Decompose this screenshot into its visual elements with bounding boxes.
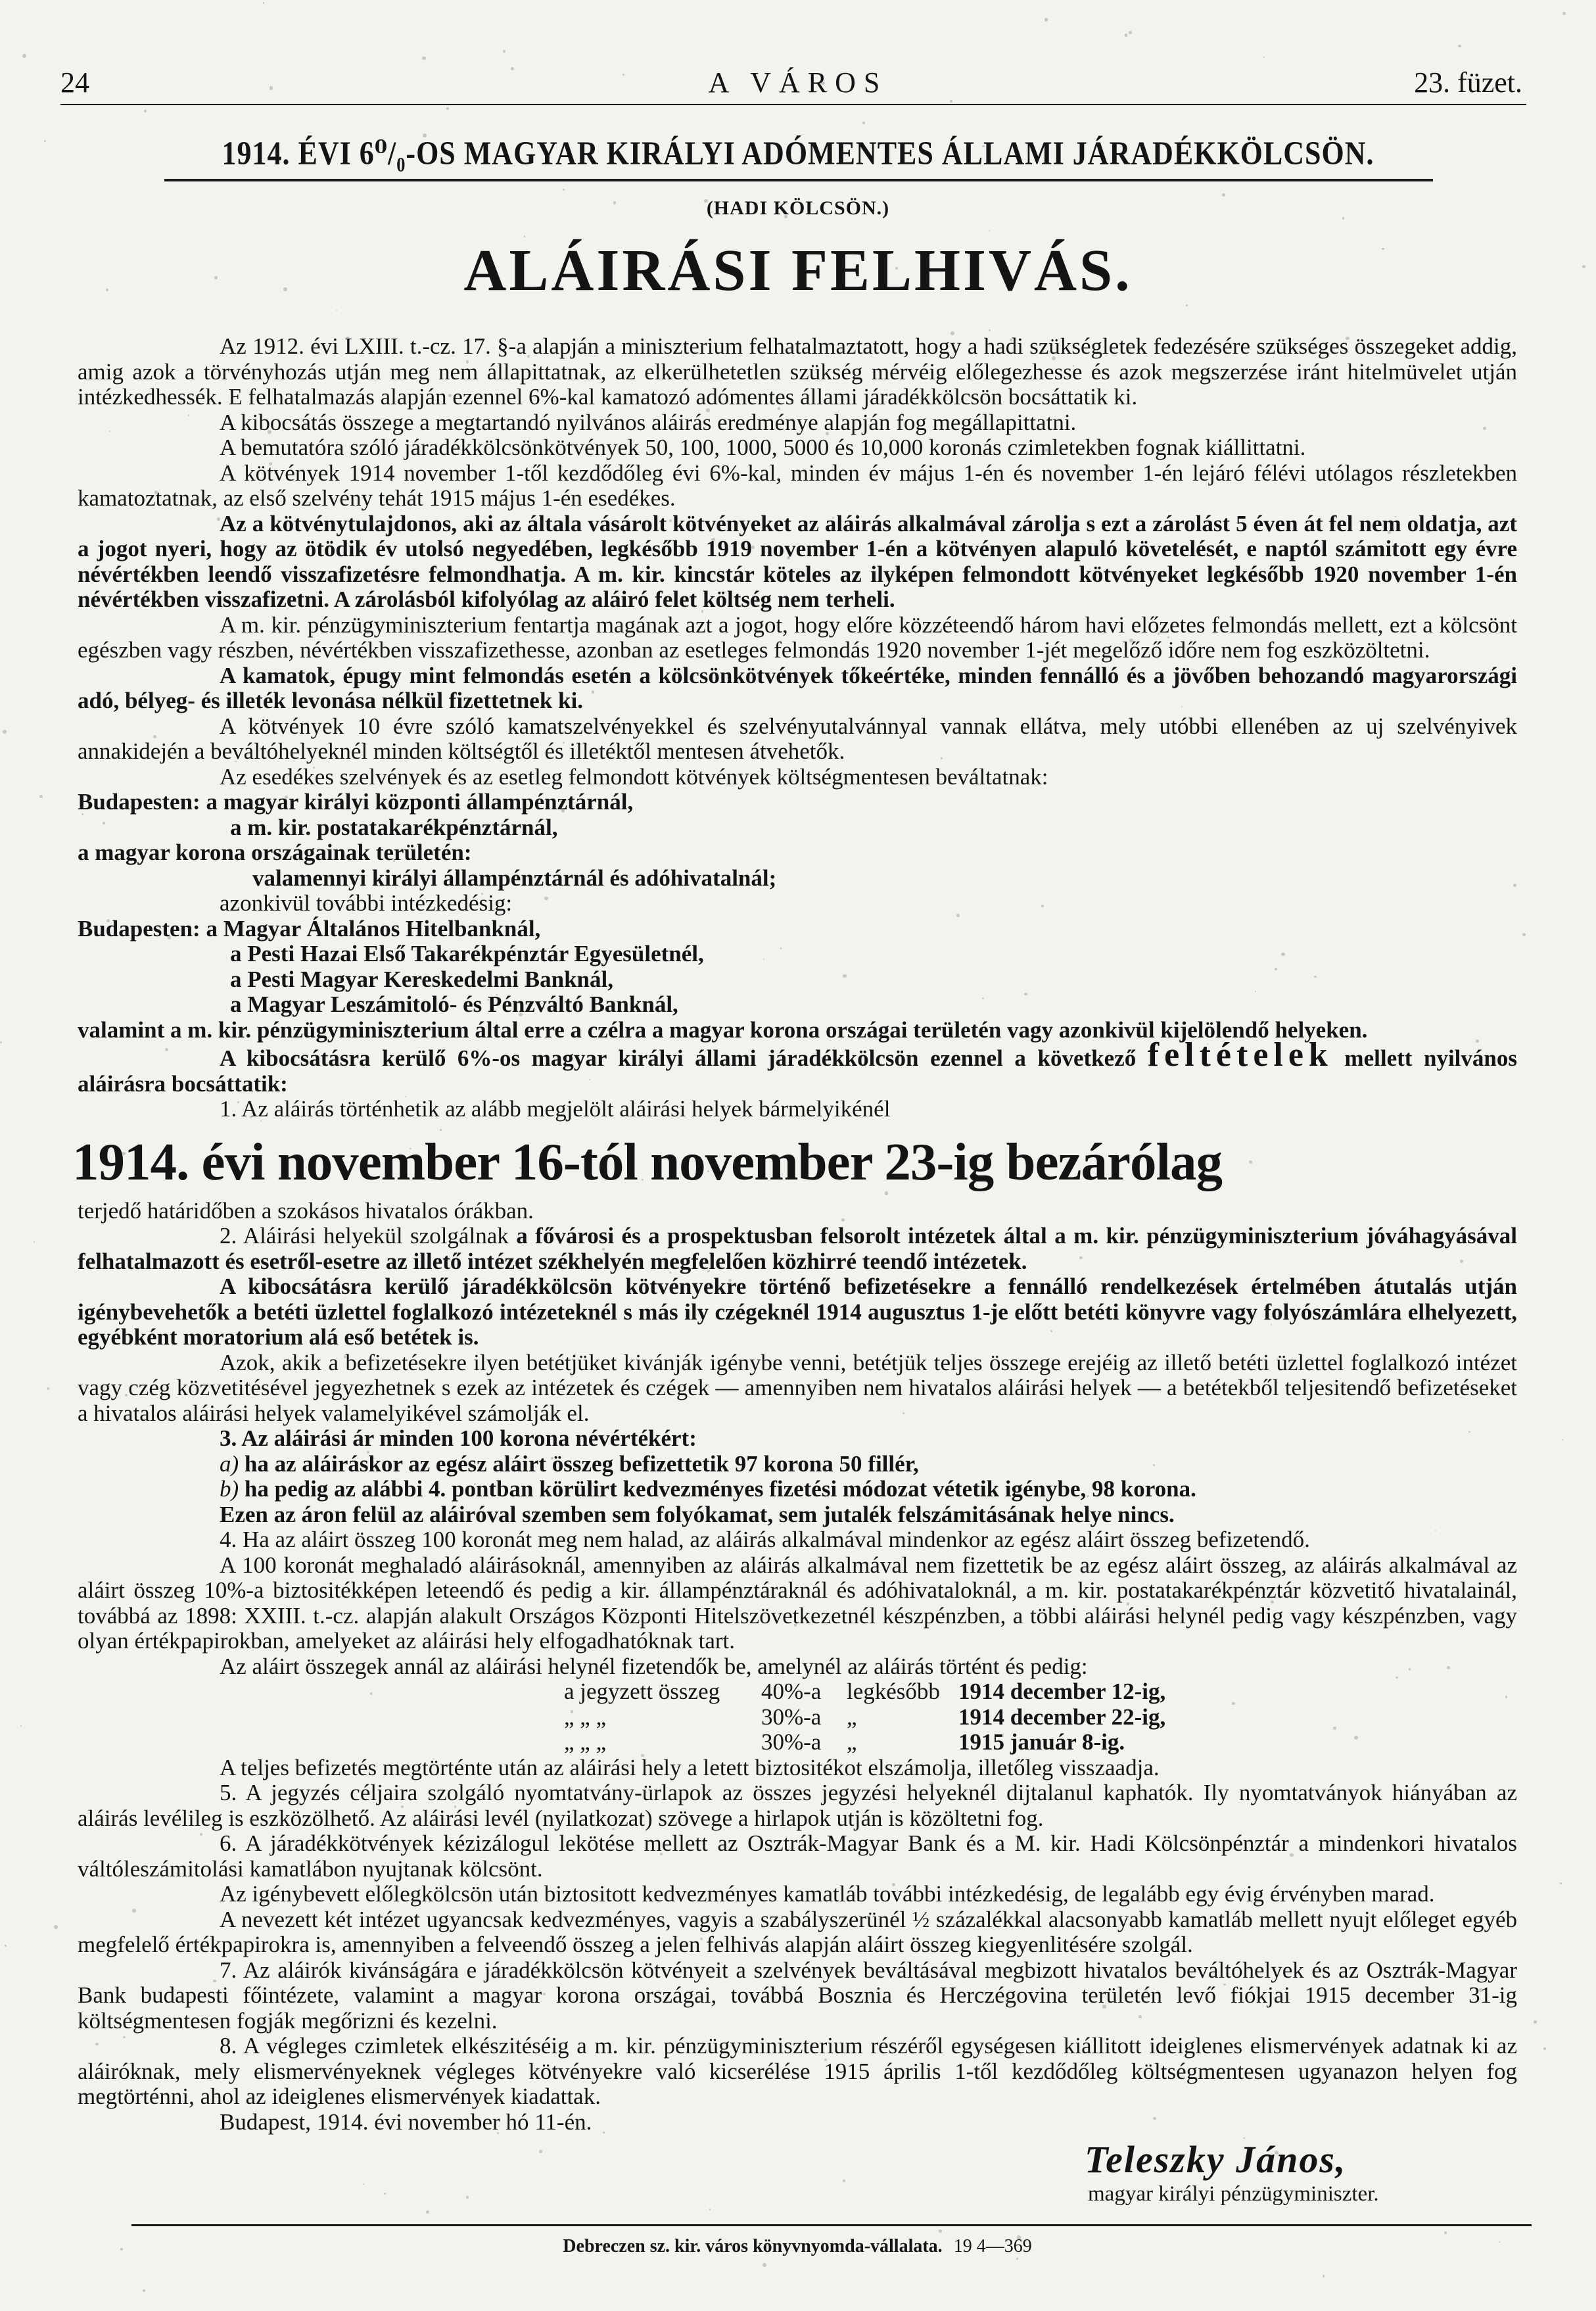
paper-speck — [422, 57, 426, 60]
text-run: A kötvények 1914 november 1-től kezdődőleg évi 6%-kal, minden év május 1-én és november 1-én lejáró félévi utólagos részletekben kamatoztatnak, az első szelvény tehát 1915 május 1-én esedékes. — [78, 460, 1517, 511]
paragraph — [78, 1780, 1517, 1831]
body-section-2 — [78, 1199, 1517, 1654]
paragraph — [78, 1426, 1517, 1452]
footer-rule — [131, 2224, 1532, 2226]
text-run: A m. kir. pénzügyminiszterium fentartja magának azt a jogot, hogy előre közzéteendő három havi előzetes felmondás mellett, ezt a kölcsönt egészben vagy részben, névértékben visszafizethesse, azonban az esetleges felmondás 1920 november 1-jét megelőző időre nem fog eszközöltetni. — [78, 611, 1517, 663]
paragraph — [78, 1502, 1517, 1528]
paying-office-item — [78, 941, 1517, 967]
text-run: A teljes befizetés megtörténte után az aláirási hely a letett biztositékot elszámolja, illetőleg visszaadja. — [220, 1754, 1160, 1780]
text-run: a Pesti Magyar Kereskedelmi Banknál, — [230, 966, 613, 992]
text-run: A kibocsátásra kerülő járadékkölcsön kötvényekre történő befizetésekre a fennálló rendelkezések értelmében átutalás utján igénybevehetők a betéti üzlettel foglalkozó intézeteknél s más ily czégeknél 1914 augusztus 1-je előtt betéti könyvre vagy folyószámlára elhelyezett, egyébként moratorium alá eső betétek is. — [78, 1274, 1517, 1350]
paper-speck — [34, 1241, 35, 1243]
text-run: Az aláirt összegek annál az aláirási helynél fizetendők be, amelynél az aláirás történt és pedig: — [220, 1653, 1088, 1679]
paragraph — [78, 1882, 1517, 1907]
schedule-label: a jegyzett összeg — [564, 1679, 720, 1704]
header-rule — [60, 104, 1526, 105]
paragraph — [78, 1654, 1517, 1680]
paper-speck — [22, 54, 26, 58]
paragraph — [78, 435, 1517, 461]
paper-speck — [511, 67, 514, 70]
schedule-percent: 30%-a — [761, 1729, 822, 1755]
paper-speck — [1534, 2020, 1537, 2024]
paper-speck — [47, 1387, 49, 1389]
payment-intro — [78, 1654, 1517, 1680]
paying-office-item — [78, 790, 1517, 815]
printer-imprint — [78, 2235, 1517, 2258]
paper-speck — [336, 310, 337, 311]
printer-name: Debreczen sz. kir. város könyvnyomda-vállalata. — [563, 2236, 943, 2256]
subscription-period-line: 1914. évi november 16-tól november 23-ig bezárólag — [72, 1132, 1222, 1191]
text-run: 1. Az aláirás történhetik az alább megjelölt aláirási helyek bármelyikénél — [220, 1096, 891, 1122]
paper-speck — [1522, 933, 1526, 936]
paragraph — [78, 1958, 1517, 2034]
paying-office-item — [78, 840, 1517, 866]
body-section-1 — [78, 334, 1517, 1122]
schedule-deadline-word: „ — [847, 1729, 857, 1755]
text-run: b) — [220, 1476, 239, 1502]
text-run: 2. Aláirási helyekül szolgálnak — [220, 1223, 517, 1249]
paper-speck — [39, 795, 43, 798]
text-run: a magyar korona országainak területén: — [78, 840, 472, 865]
signature-title: magyar királyi pénzügyminiszter. — [1088, 2182, 1379, 2206]
paper-speck — [524, 235, 525, 237]
text-run: A kibocsátásra kerülő 6%-os magyar királyi állami járadékkölcsön ezennel a következő — [220, 1045, 1148, 1071]
paragraph — [78, 2034, 1517, 2110]
paragraph — [78, 1036, 1517, 1097]
paragraph — [78, 1907, 1517, 1958]
paying-office-item — [78, 815, 1517, 841]
paragraph — [78, 461, 1517, 512]
text-run: mellett nyilvános aláirásra bocsáttatik: — [78, 1045, 1517, 1097]
text-run: 3. Az aláirási ár minden 100 korona névértékért: — [220, 1425, 697, 1451]
text-run: a fővárosi és a prospektusban felsorolt intézetek által a m. kir. pénzügyminiszterium jóváhagyásával felhatalmazott és esetről-esetre az illető intézet székhelyén megfelelően közhirré teendő intézetek. — [78, 1223, 1517, 1274]
text-run: 4. Ha az aláirt összeg 100 koronát meg nem halad, az aláirás alkalmával mindenkor az egész aláirt összeg befizetendő. — [220, 1527, 1310, 1552]
paper-speck — [3, 730, 7, 734]
page-number: 24 — [60, 66, 89, 99]
text-run: Az esedékes szelvények és az esetleg felmondott kötvények költségmentesen beváltatnak: — [220, 763, 1048, 790]
paper-speck — [1543, 2047, 1546, 2050]
schedule-date: 1914 december 22-ig, — [958, 1703, 1166, 1730]
paragraph — [78, 1831, 1517, 1882]
text-run: ha az aláiráskor az egész aláirt összeg befizettetik 97 korona 50 fillér, — [239, 1450, 919, 1477]
paper-speck — [1263, 57, 1265, 58]
paper-speck — [144, 110, 147, 112]
paying-office-item — [78, 917, 1517, 942]
paper-speck — [263, 2, 265, 4]
paper-speck — [1560, 1882, 1562, 1884]
paragraph — [78, 512, 1517, 613]
paying-office-item — [78, 992, 1517, 1018]
document-body — [72, 333, 1517, 2284]
text-run: Budapesten: a magyar királyi központi állampénztárnál, — [78, 789, 634, 815]
body-section-4 — [78, 1755, 1517, 2135]
paragraph — [78, 410, 1517, 436]
paper-speck — [446, 107, 449, 110]
paragraph — [78, 663, 1517, 714]
paragraph — [78, 2110, 1517, 2135]
print-job-number: 19 4—369 — [953, 2236, 1032, 2256]
paper-speck — [1125, 34, 1128, 37]
paying-office-item — [78, 866, 1517, 892]
schedule-label: „ „ „ — [564, 1729, 607, 1755]
text-run: 8. A végleges czimletek elkészitéséig a m. kir. pénzügyminiszterium részéről egységesen kiállitott ideiglenes elismervények adatnak ki az aláiróknak, mely elismervényeknek végleges kötvényekre való kicserélése 1915 április 1-től kezdődőleg költségmentesen ugyanazon helyen fog megtörténni, ahol az ideiglenes elismervények kiadattak. — [78, 2033, 1517, 2109]
schedule-date: 1915 január 8-ig. — [958, 1729, 1125, 1755]
paragraph — [78, 1097, 1517, 1122]
paragraph — [78, 1224, 1517, 1274]
paragraph — [78, 765, 1517, 790]
text-run: A 100 koronát meghaladó aláirásoknál, amennyiben az aláirás alkalmával nem fizettetik be az egész aláirt összeg, az aláirás alkalmával az aláirt összeg 10%-a biztositékképen leteendő és pedig a kir. állampénztáraknál és adóhivataloknál, a m. kir. postatakarékpénztár közvetitő hivatalainál, továbbá az 1898: XXIII. t.-cz. alapján alakult Országos Központi Hitelszövetkezetnél készpénzben, a többi aláirási helynél pedig vagy készpénzben, vagy olyan értékpapirokban, amelyeket az aláirási hely elfogadhatóknak tart. — [78, 1552, 1517, 1654]
text-run: Az 1912. évi LXIII. t.-cz. 17. §-a alapján a miniszterium felhatalmaztatott, hogy a hadi szükségletek fedezésére szükséges összegeket addig, amig azok a törvényhozás utján meg nem állapittatnak, az elkerülhetetlen szükség mérvéig előlegezhesse és azok megszerzése iránt hitelmüvelet utján intézkedhessék. E felhatalmazás alapján ezennel 6%-kal kamatozó adómentes állami járadékkölcsön bocsáttatik ki. — [78, 333, 1517, 410]
paper-speck — [54, 1925, 58, 1929]
text-run: valamennyi királyi állampénztárnál és adóhivatalnál; — [252, 865, 777, 891]
document-title: 1914. ÉVI 6⁰/₀-OS MAGYAR KIRÁLYI ADÓMENTES ÁLLAMI JÁRADÉKKÖLCSÖN. — [222, 135, 1374, 172]
paper-speck — [1222, 193, 1225, 197]
schedule-percent: 30%-a — [761, 1703, 822, 1730]
journal-title: A VÁROS — [708, 66, 888, 99]
text-run: valamint a m. kir. pénzügyminiszterium által erre a czélra a magyar korona országai területén vagy azonkivül kijelölendő helyeken. — [78, 1016, 1368, 1043]
text-run: ha pedig az alábbi 4. pontban körülirt kedvezményes fizetési módozat vétetik igénybe, 98 korona. — [239, 1476, 1196, 1502]
text-run: Az igénybevett előlegkölcsön után biztositott kedvezményes kamatláb további intézkedésig, de legalább egy évig érvényben marad. — [220, 1881, 1435, 1907]
schedule-date: 1914 december 12-ig, — [958, 1679, 1166, 1704]
text-run: Budapesten: a Magyar Általános Hitelbanknál, — [78, 915, 541, 941]
text-run: terjedő határidőben a szokásos hivatalos órákban. — [78, 1197, 534, 1224]
text-run: A kötvények 10 évre szóló kamatszelvényekkel és szelvényutalvánnyal vannak ellátva, mely utóbbi ellenében az uj szelvényivek annakidején a beváltóhelyeknél minden költségtől és illetéktől mentesen átvehetők. — [78, 713, 1517, 764]
paragraph — [78, 1755, 1517, 1781]
text-run: 7. Az aláirók kivánságára e járadékkölcsön kötvényeit a szelvények beváltásával megbizott hivatalos beváltóhelyek és az Osztrák-Magyar Bank budapesti főintézete, valamint a magyar korona országai, továbbá Bosznia és Herczégovina területén levő fiókjai 1915 december 31-ig költségmentesen fogják megőrizni és kezelni. — [78, 1957, 1517, 2034]
paper-speck — [1044, 18, 1048, 21]
paper-speck — [1562, 1439, 1563, 1441]
paper-speck — [503, 50, 505, 53]
paper-speck — [950, 100, 953, 103]
paper-speck — [1562, 12, 1566, 15]
paper-speck — [989, 329, 991, 331]
schedule-deadline-word: „ — [847, 1703, 857, 1730]
signature-block — [1085, 2139, 1517, 2207]
paper-speck — [5, 1945, 7, 1947]
title-rule — [164, 179, 1433, 181]
issue-number: 23. füzet. — [1414, 66, 1522, 99]
paragraph — [78, 1274, 1517, 1350]
text-run: 6. A járadékkötvények kézizálogul lekötése mellett az Osztrák-Magyar Bank és a M. kir. Hadi Kölcsönpénztár a mindenkori hivatalos váltóleszámitolási kamatlábon nyujtanak kölcsönt. — [78, 1830, 1517, 1882]
schedule-label: „ „ „ — [564, 1703, 607, 1730]
paper-speck — [989, 230, 990, 231]
text-run: A kamatok, épugy mint felmondás esetén a kölcsönkötvények tőkeértéke, minden fennálló és a jövőben behozandó magyarországi adó, bélyeg- és illeték levonása nélkül fizettetnek ki. — [78, 662, 1517, 713]
paper-speck — [0, 1041, 2, 1043]
paragraph — [78, 1199, 1517, 1224]
text-run: Az a kötvénytulajdonos, aki az általa vásárolt kötvényeket az aláirás alkalmával zárolja s ezt a zárolást 5 éven át fel nem oldatja, azt a jogot nyeri, hogy az ötödik év utolsó negyedében, legkésőbb 1919 november 1-én a kötvényen alapuló követelését, e naptól számitott egy évre névértékben leendő visszafizetésre felmondhatja. A m. kir. kincstár köteles az ilyképen felmondott kötvényeket legkésőbb 1920 november 1-én névértékben visszafizetni. A zárolásból kifolyólag az aláiró felet költség nem terheli. — [78, 510, 1517, 612]
text-run: a) — [220, 1450, 239, 1477]
paper-speck — [563, 189, 564, 190]
payment-schedule — [78, 1679, 1517, 1755]
paper-speck — [862, 122, 865, 124]
paragraph — [78, 714, 1517, 765]
text-run: A kibocsátás összege a megtartandó nyilvános aláirás eredménye alapján fog megállapittatni. — [220, 409, 1077, 435]
text-run: A bemutatóra szóló járadékkölcsönkötvények 50, 100, 1000, 5000 és 10,000 koronás czimletekben fognak kiállittatni. — [220, 435, 1306, 460]
text-run: a m. kir. postatakarékpénztárnál, — [230, 814, 558, 840]
paper-speck — [1186, 304, 1188, 306]
paragraph — [78, 334, 1517, 410]
schedule-deadline-word: legkésőbb — [847, 1679, 940, 1704]
document-subtitle: (HADI KÖLCSÖN.) — [706, 197, 890, 219]
paragraph — [78, 1477, 1517, 1502]
paying-office-item — [78, 967, 1517, 993]
paper-speck — [270, 86, 273, 89]
paragraph — [78, 1350, 1517, 1427]
text-run: A nevezett két intézet ugyancsak kedvezményes, vagyis a szabályszerünél ½ százalékkal alacsonyabb kamatláb mellett nyujt előleget egyéb megfelelő értékpapirokra is, amennyiben a felveendő összeg a jelen felhivás alapján aláirt összeg kiegyenlitésére szolgál. — [78, 1906, 1517, 1957]
paragraph — [78, 1553, 1517, 1654]
paper-speck — [1129, 31, 1132, 34]
text-run: Azok, akik a befizetésekre ilyen betétjüket kivánják igénybe venni, betétjük teljes összege erejéig az illető betéti üzlettel foglalkozó intézet vagy czég közvetitésével jegyezhetnek s ezek az intézetek és czégek — amennyiben nem hivatalos aláirási helyek — a betétekből teljesitendő befizetéseket a hivatalos aláirási helyek valamelyikével számolják el. — [78, 1349, 1517, 1426]
emphasis-word: feltételek — [1147, 1036, 1333, 1074]
text-run: Budapest, 1914. évi november hó 11-én. — [220, 2108, 592, 2135]
paper-speck — [1458, 45, 1461, 47]
paper-speck — [20, 1725, 22, 1727]
text-run: a Magyar Leszámitoló- és Pénzváltó Banknál, — [230, 991, 678, 1017]
signature-name: Teleszky János, — [1085, 2138, 1347, 2181]
schedule-percent: 40%-a — [761, 1679, 822, 1704]
paragraph — [78, 891, 1517, 917]
paragraph — [78, 1527, 1517, 1553]
paragraph — [78, 1452, 1517, 1477]
text-run: Ezen az áron felül az aláiróval szemben sem folyókamat, sem jutalék felszámitásának helye nincs. — [220, 1501, 1175, 1527]
paper-speck — [143, 2289, 145, 2292]
text-run: 5. A jegyzés céljaira szolgáló nyomtatvány-ürlapok az összes jegyzési helyeknél dijtalanul kaphatók. Ily nyomtatványok hiányában az aláirás levélileg is eszközölhető. Az aláirási levél (nyilatkozat) szövege a hirlapok utján is közöltetni fog. — [78, 1780, 1517, 1831]
text-run: a Pesti Hazai Első Takarékpénztár Egyesületnél, — [230, 941, 704, 966]
text-run: azonkivül további intézkedésig: — [220, 890, 513, 916]
paragraph — [78, 613, 1517, 663]
announcement-heading: ALÁIRÁSI FELHIVÁS. — [463, 238, 1133, 303]
